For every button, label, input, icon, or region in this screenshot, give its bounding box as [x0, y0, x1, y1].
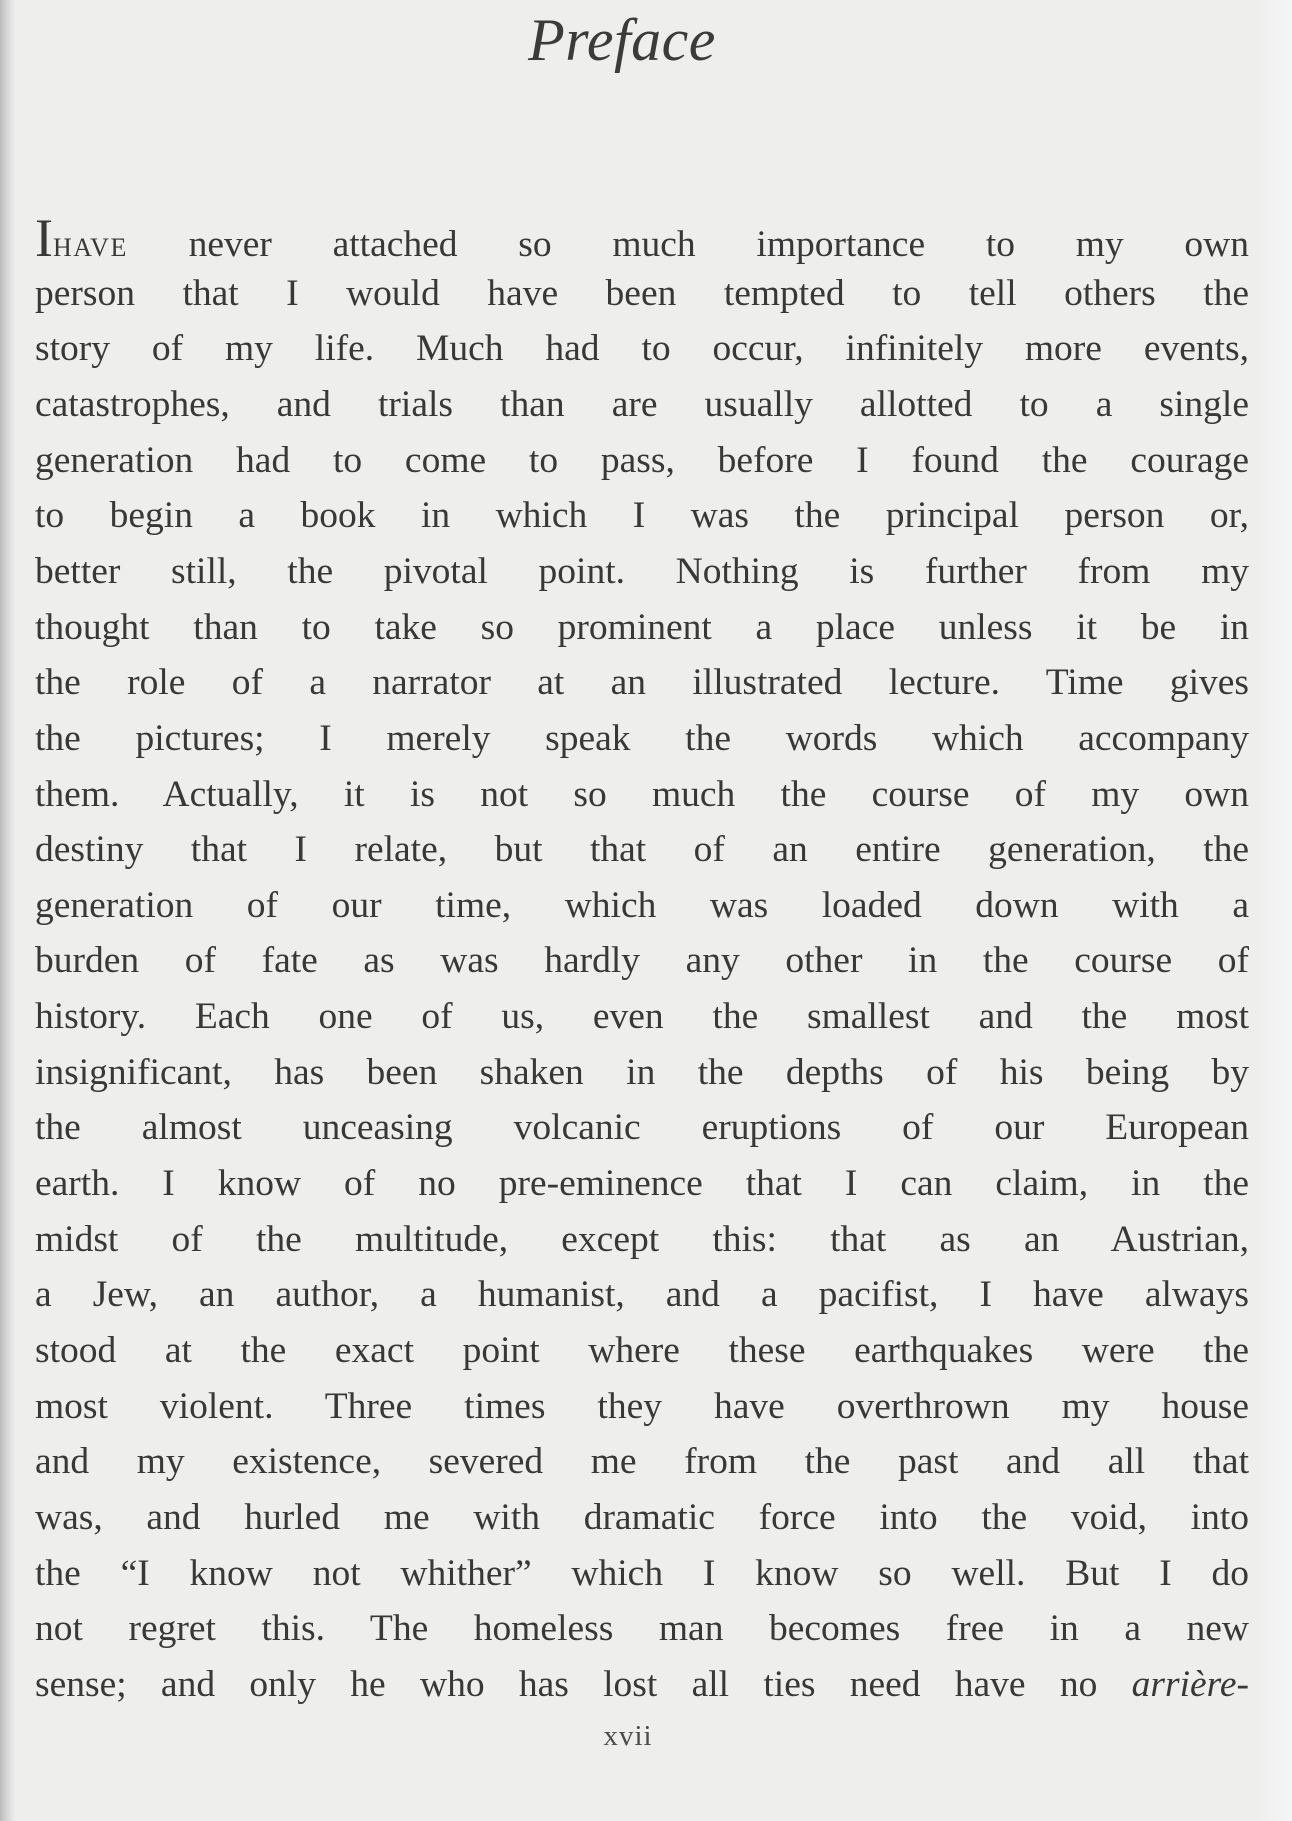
smallcaps-lead-word: have — [52, 224, 128, 265]
text-line-24: was, and hurled me with dramatic force into the void, into — [35, 1497, 1249, 1538]
page-number: xvii — [603, 1720, 653, 1752]
text-line-13: generation of our time, which was loaded down with a — [35, 884, 1249, 926]
text-line-27 — [35, 1660, 1249, 1710]
text-line-12: destiny that I relate, but that of an entire generation, the — [35, 829, 1249, 871]
text-line-14: burden of fate as was hardly any other in the course of — [35, 940, 1249, 982]
text-line-9: the role of a narrator at an illustrated lecture. Time gives — [35, 662, 1249, 704]
text-line-22: most violent. Three times they have overthrown my house — [35, 1385, 1249, 1427]
text-line-6: to begin a book in which I was the principal person or, — [35, 495, 1249, 537]
final-line-text: sense; and only he who has lost all ties need have no — [35, 1663, 1132, 1705]
dropcap-initial: I — [35, 208, 53, 268]
text-line-25: the “I know not whither” which I know so well. But I do — [35, 1552, 1249, 1594]
text-line-2: person that I would have been tempted to tell others the — [35, 272, 1249, 314]
text-line-15: history. Each one of us, even the smallest and the most — [35, 996, 1249, 1038]
book-gutter-shadow — [0, 0, 16, 1821]
text-line-11: them. Actually, it is not so much the course of my own — [35, 773, 1249, 815]
text-line-19: midst of the multitude, except this: that as an Austrian, — [35, 1218, 1249, 1260]
text-line-17: the almost unceasing volcanic eruptions of our European — [35, 1107, 1249, 1149]
chapter-title: Preface — [528, 7, 716, 73]
text-line-21: stood at the exact point where these earthquakes were the — [35, 1330, 1249, 1371]
italic-foreign-word: arrière- — [1131, 1663, 1249, 1705]
text-line-5: generation had to come to pass, before I found the courage — [35, 439, 1249, 481]
text-line-1 — [35, 208, 1249, 268]
text-line-7: better still, the pivotal point. Nothing is further from my — [35, 550, 1249, 592]
text-line-3: story of my life. Much had to occur, infinitely more events, — [35, 328, 1249, 370]
text-line-23: and my existence, severed me from the past and all that — [35, 1441, 1249, 1483]
text-line-26: not regret this. The homeless man becomes free in a new — [35, 1608, 1249, 1650]
text-line-8: thought than to take so prominent a place unless it be in — [35, 606, 1249, 648]
text-line-18: earth. I know of no pre-eminence that I can claim, in the — [35, 1163, 1249, 1204]
text-line-4: catastrophes, and trials than are usually allotted to a single — [35, 383, 1249, 425]
text-line-20: a Jew, an author, a humanist, and a pacifist, I have always — [35, 1274, 1249, 1316]
page-edge-highlight — [1252, 0, 1292, 1821]
opening-line-rest: never attached so much importance to my own — [127, 224, 1249, 265]
text-line-16: insignificant, has been shaken in the depths of his being by — [35, 1051, 1249, 1093]
text-line-10: the pictures; I merely speak the words which accompany — [35, 717, 1249, 759]
